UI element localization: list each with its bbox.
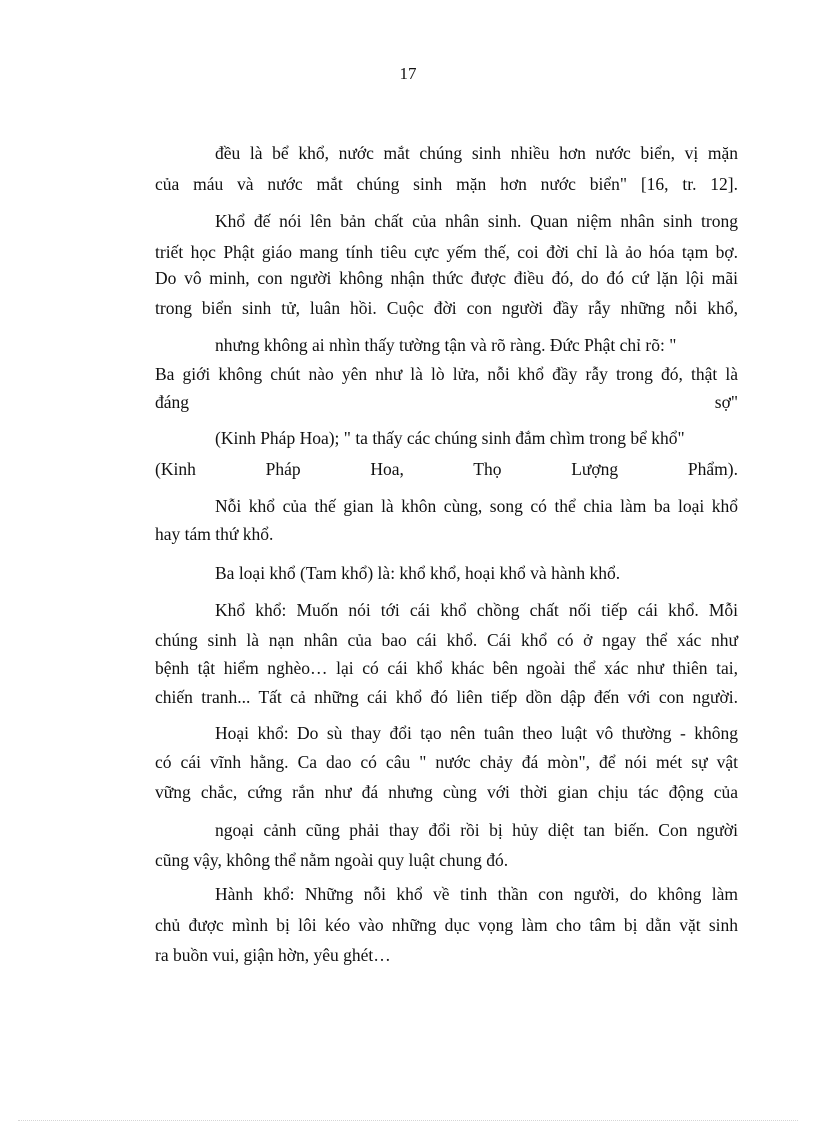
text-line: Do vô minh, con người không nhận thức được điều đó, do đó cứ lặn lội mãi: [155, 268, 738, 288]
page-bottom-divider: [18, 1120, 798, 1121]
text-line: có cái vĩnh hằng. Ca dao có câu " nước chảy đá mòn", để nói mét sự vật: [155, 752, 738, 772]
page-number: 17: [399, 64, 417, 83]
text-line: (Kinh Pháp Hoa, Thọ Lượng Phẩm).: [155, 459, 738, 479]
text-line: vững chắc, cứng rắn như đá nhưng cùng với thời gian chịu tác động của: [155, 782, 738, 802]
text-line: trong biển sinh tử, luân hồi. Cuộc đời con người đầy rẫy những nỗi khổ,: [155, 298, 738, 318]
text-line: ra buồn vui, giận hờn, yêu ghét…: [155, 945, 391, 965]
text-line: hay tám thứ khổ.: [155, 524, 274, 544]
text-line: triết học Phật giáo mang tính tiêu cực yếm thế, coi đời chỉ là ảo hóa tạm bợ.: [155, 242, 738, 262]
text-line: đáng sợ": [155, 392, 738, 412]
text-line: chủ được mình bị lôi kéo vào những dục vọng làm cho tâm bị dằn vặt sinh: [155, 915, 738, 935]
text-line: ngoại cảnh cũng phải thay đổi rồi bị hủy diệt tan biến. Con người: [215, 820, 738, 840]
text-line: Nỗi khổ của thế gian là khôn cùng, song có thể chia làm ba loại khổ: [215, 496, 738, 516]
text-line: Khổ đế nói lên bản chất của nhân sinh. Quan niệm nhân sinh trong: [215, 211, 738, 231]
text-line: chiến tranh... Tất cả những cái khổ đó liên tiếp dồn dập đến với con người.: [155, 687, 738, 707]
text-line: chúng sinh là nạn nhân của bao cái khổ. Cái khổ có ở ngay thể xác như: [155, 630, 738, 650]
text-line: của máu và nước mắt chúng sinh mặn hơn nước biển" [16, tr. 12].: [155, 174, 738, 194]
text-line: (Kinh Pháp Hoa); " ta thấy các chúng sinh đắm chìm trong bể khổ": [215, 428, 685, 448]
text-line: cũng vậy, không thể nằm ngoài quy luật chung đó.: [155, 850, 509, 870]
text-line: bệnh tật hiểm nghèo… lại có cái khổ khác bên ngoài thể xác như thiên tai,: [155, 658, 738, 678]
text-line: Ba giới không chút nào yên như là lò lửa, nỗi khổ đầy rẫy trong đó, thật là: [155, 364, 738, 384]
text-line: nhưng không ai nhìn thấy tường tận và rõ ràng. Đức Phật chỉ rõ: ": [215, 335, 677, 355]
text-line: Hành khổ: Những nỗi khổ về tinh thần con người, do không làm: [215, 884, 738, 904]
text-line: Ba loại khổ (Tam khổ) là: khổ khổ, hoại khổ và hành khổ.: [215, 563, 621, 583]
text-line: Hoại khổ: Do sù thay đổi tạo nên tuân theo luật vô thường - không: [215, 723, 738, 743]
text-line: Khổ khổ: Muốn nói tới cái khổ chồng chất nối tiếp cái khổ. Mỗi: [215, 600, 738, 620]
text-line: đều là bể khổ, nước mắt chúng sinh nhiều hơn nước biển, vị mặn: [215, 143, 738, 163]
